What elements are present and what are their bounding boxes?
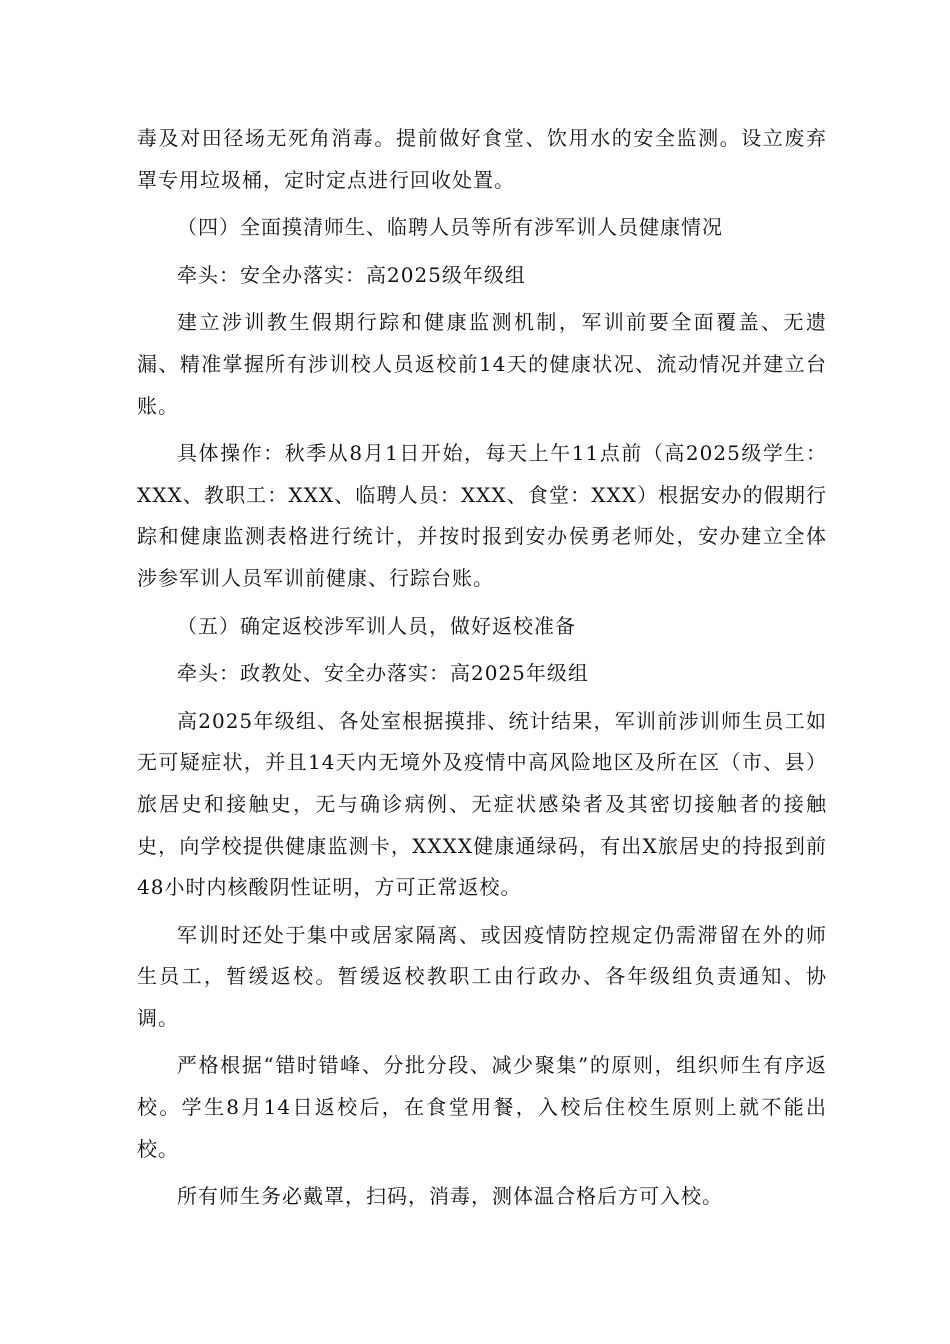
section-heading-5: （五）确定返校涉军训人员，做好返校准备 — [177, 613, 576, 638]
document-body — [137, 118, 827, 1218]
paragraph-postpone-return: 军训时还处于集中或居家隔离、或因疫情防控规定仍需滞留在外的师生员工，暂缓返校。暂缓返校教职工由行政办、各年级组负责通知、协调。 — [137, 922, 827, 1030]
paragraph-return-conditions: 高2025年级组、各处室根据摸排、统计结果，军训前涉训师生员工如无可疑症状，并且14天内无境外及疫情中高风险地区及所在区（市、县）旅居史和接触史，无与确诊病例、无症状感染者及其密切接触者的接触史，向学校提供健康监测卡，XXXX健康通绿码，有出X旅居史的持报到前48小时内核酸阴性证明，方可正常返校。 — [137, 708, 827, 900]
paragraph-orderly-return: 严格根据“错时错峰、分批分段、减少聚集”的原则，组织师生有序返校。学生8月14日返校后，在食堂用餐，入校后住校生原则上就不能出校。 — [137, 1053, 827, 1161]
paragraph-entry-check: 所有师生务必戴罩，扫码，消毒，测体温合格后方可入校。 — [177, 1184, 723, 1209]
lead-line-4: 牵头：安全办落实：高2025级年级组 — [177, 262, 526, 287]
paragraph-continued: 毒及对田径场无死角消毒。提前做好食堂、饮用水的安全监测。设立废弃罩专用垃圾桶，定时定点进行回收处置。 — [137, 126, 827, 192]
paragraph-specific-operation: 具体操作：秋季从8月1日开始，每天上午11点前（高2025级学生：XXX、教职工：XXX、临聘人员：XXX、食堂：XXX）根据安办的假期行踪和健康监测表格进行统计，并按时报到安办侯勇老师处，安办建立全体涉参军训人员军训前健康、行踪台账。 — [137, 441, 827, 590]
paragraph-tracking-mechanism: 建立涉训教生假期行踪和健康监测机制，军训前要全面覆盖、无遗漏、精准掌握所有涉训校人员返校前14天的健康状况、流动情况并建立台账。 — [137, 310, 827, 418]
section-heading-4: （四）全面摸清师生、临聘人员等所有涉军训人员健康情况 — [177, 215, 723, 240]
lead-line-5: 牵头：政教处、安全办落实：高2025年级组 — [177, 661, 589, 686]
